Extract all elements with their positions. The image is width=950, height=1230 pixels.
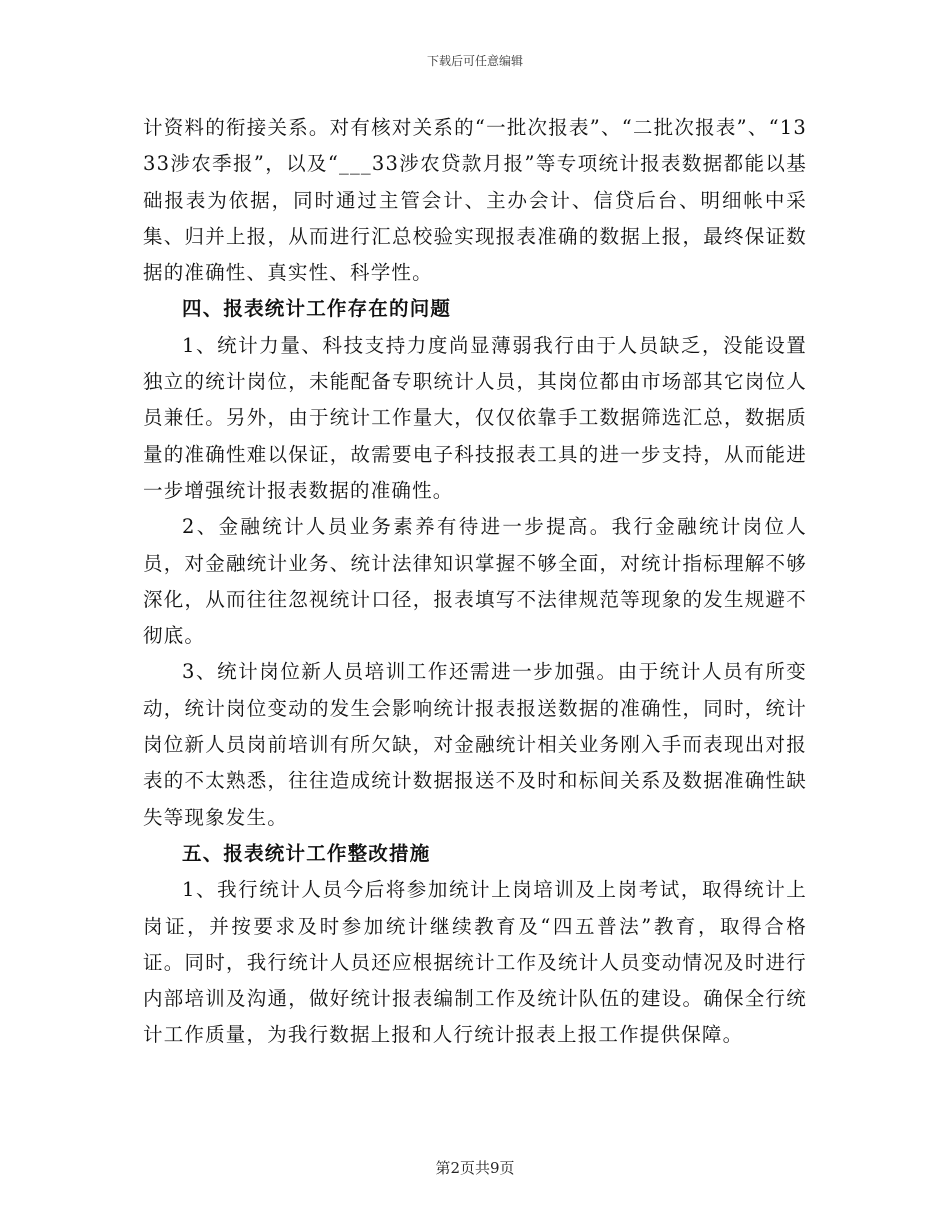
page-header: 下载后可任意编辑 (426, 54, 523, 68)
page-number: 第2页共9页 (435, 1159, 515, 1177)
section4-item-3: 3、统计岗位新人员培训工作还需进一步加强。由于统计人员有所变动，统计岗位变动的发生会影响统计报表报送数据的准确性，同时，统计岗位新人员岗前培训有所欠缺，对金融统计相关业务刚入手而表现出对报表的不太熟悉，往往造成统计数据报送不及时和标间关系及数据准确性缺失等现象发生。 (143, 660, 807, 829)
section-heading-4: 四、报表统计工作存在的问题 (182, 297, 452, 321)
section4-item-1: 1、统计力量、科技支持力度尚显薄弱我行由于人员缺乏，没能设置独立的统计岗位，未能配备专职统计人员，其岗位都由市场部其它岗位人员兼任。另外，由于统计工作量大，仅仅依靠手工数据筛选汇总，数据质量的准确性难以保证，故需要电子科技报表工具的进一步支持，从而能进一步增强统计报表数据的准确性。 (143, 333, 807, 502)
section-heading-5: 五、报表统计工作整改措施 (182, 841, 431, 865)
paragraph-continued: 计资料的衔接关系。对有核对关系的“一批次报表”、“二批次报表”、“1333涉农季报”，以及“___33涉农贷款月报”等专项统计报表数据都能以基础报表为依据，同时通过主管会计、主办会计、信贷后台、明细帐中采集、归并上报，从而进行汇总校验实现报表准确的数据上报，最终保证数据的准确性、真实性、科学性。 (143, 116, 807, 285)
section4-item-2: 2、金融统计人员业务素养有待进一步提高。我行金融统计岗位人员，对金融统计业务、统计法律知识掌握不够全面，对统计指标理解不够深化，从而往往忽视统计口径，报表填写不法律规范等现象的发生规避不彻底。 (143, 515, 807, 648)
document-body (143, 110, 807, 1054)
section5-item-1: 1、我行统计人员今后将参加统计上岗培训及上岗考试，取得统计上岗证，并按要求及时参加统计继续教育及“四五普法”教育，取得合格证。同时，我行统计人员还应根据统计工作及统计人员变动情况及时进行内部培训及沟通，做好统计报表编制工作及统计队伍的建设。确保全行统计工作质量，为我行数据上报和人行统计报表上报工作提供保障。 (143, 878, 807, 1047)
